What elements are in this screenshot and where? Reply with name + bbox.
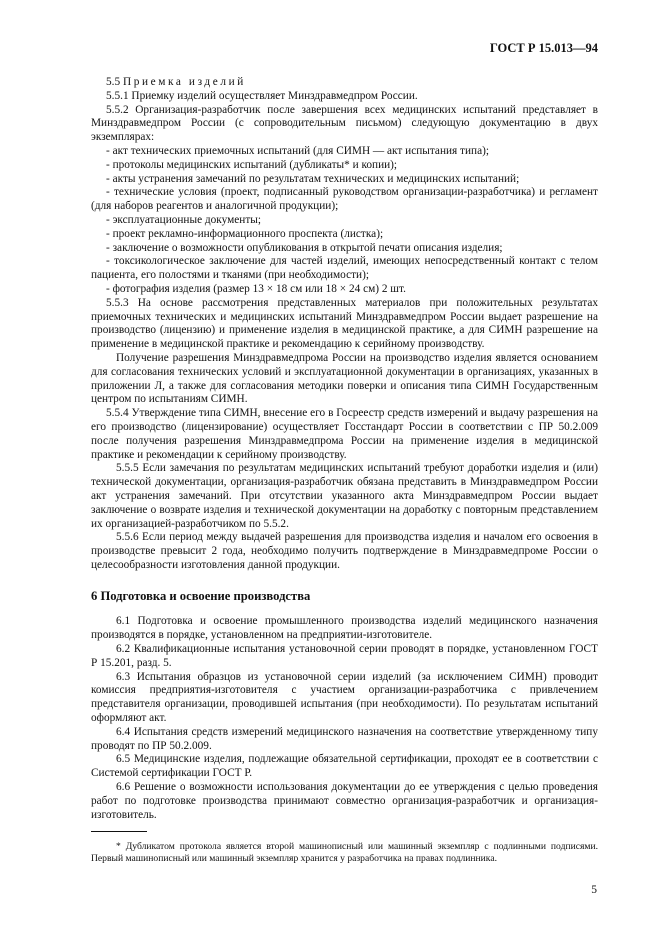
paragraph-6-3: 6.3 Испытания образцов из установочной серии изделий (за исключением СИМН) проводит комиссия предприятия-изготовителя с участием организации-разработчика с привлечением представителя организации, проводившей испытания (при необходимости). По результатам испытаний оформляют акт. xyxy=(91,670,598,725)
subsection-title-text: Приемка изделий xyxy=(122,76,246,88)
paragraph-5-5-4: 5.5.4 Утверждение типа СИМН, внесение его в Госреестр средств измерений и выдачу разрешения на его производство (лицензирование) осуществляет Госстандарт России в соответствии с ПР 50.2.009 после получения разрешения Минздравмедпрома России на применение изделия в медицинской практике и рекомендации к серийному производству. xyxy=(91,407,598,461)
list-item: - фотография изделия (размер 13 × 18 см или 18 × 24 см) 2 шт. xyxy=(106,282,406,295)
list-item: - токсикологическое заключение для частей изделий, имеющих непосредственный контакт с телом пациента, его полостями и тканями (при необходимости); xyxy=(91,255,598,282)
list-item: - акт технических приемочных испытаний (для СИМН — акт испытания типа); xyxy=(106,144,489,157)
paragraph-6-6: 6.6 Решение о возможности использования документации до ее утверждения с целью проведения работ по подготовке производства принимают совместно организация-разработчик и организация-изготовитель. xyxy=(91,781,598,821)
list-item: - заключение о возможности опубликования в открытой печати описания изделия; xyxy=(106,241,503,254)
footnote-divider xyxy=(91,831,147,832)
paragraph-5-5-3: 5.5.3 На основе рассмотрения представленных материалов при положительных результатах приемочных технических и медицинских испытаний Минздравмедпром России выдает разрешение на производство (лицензию) и применение изделия в медицинской практике, а для СИМН разрешение на применение в медицинской практике и рекомендацию к серийному производству. xyxy=(91,296,598,351)
page-content xyxy=(91,76,598,865)
list-item: - технические условия (проект, подписанный руководством организации-разработчика) и регламент (для наборов реагентов и аналогичной продукции); xyxy=(91,186,598,213)
list-item: - протоколы медицинских испытаний (дубликаты* и копии); xyxy=(106,158,398,171)
subsection-number: 5.5 xyxy=(106,76,121,88)
page-number: 5 xyxy=(591,884,597,896)
paragraph-6-1: 6.1 Подготовка и освоение промышленного производства изделий медицинского назначения производятся в порядке, установленном на предприятии-изготовителе. xyxy=(91,615,598,642)
paragraph-5-5-5: 5.5.5 Если замечания по результатам медицинских испытаний требуют доработки изделия и (или) технической документации, организация-разработчик обязана представить в Минздравмедпром России акт устранения замечаний. При отсутствии указанного акта Минздравмедпром России выдает заключение о возврате изделия и технической документации на доработку с повторным представлением их организацией-разработчиком по 5.5.2. xyxy=(91,462,598,530)
paragraph-6-2: 6.2 Квалификационные испытания установочной серии проводят в порядке, установленном ГОСТ Р 15.201, разд. 5. xyxy=(91,643,598,669)
list-item: - проект рекламно-информационного проспекта (листка); xyxy=(106,227,384,240)
paragraph-5-5-2: 5.5.2 Организация-разработчик после завершения всех медицинских испытаний представляет в Минздравмедпром России (с сопроводительным письмом) следующую документацию в двух экземплярах: xyxy=(91,103,598,144)
list-item: - эксплуатационные документы; xyxy=(106,213,262,226)
paragraph-5-5-1: 5.5.1 Приемку изделий осуществляет Минздравмедпром России. xyxy=(106,89,418,102)
list-item: - акты устранения замечаний по результатам технических и медицинских испытаний; xyxy=(106,172,520,185)
section-heading-6: 6 Подготовка и освоение производства xyxy=(91,588,311,603)
footnote: * Дубликатом протокола является второй машинописный или машинный экземпляр с подлинными подписями. Первый машинописный или машинный экземпляр хранится у разработчика на правах подлинника. xyxy=(91,841,598,865)
paragraph-6-4: 6.4 Испытания средств измерений медицинского назначения на соответствие утвержденному типу проводят по ПР 50.2.009. xyxy=(91,725,598,752)
subsection-title-5-5 xyxy=(91,76,598,90)
document-code-header: ГОСТ Р 15.013—94 xyxy=(489,41,598,55)
paragraph-6-5: 6.5 Медицинские изделия, подлежащие обязательной сертификации, проходят ее в соответствии с Системой сертификации ГОСТ Р. xyxy=(91,753,598,780)
paragraph-5-5-3-continued: Получение разрешения Минздравмедпрома России на производство изделия является основанием для согласования технических условий и эксплуатационной документации в организациях, указанных в приложении Л, а также для согласования методики поверки и описания типа СИМН Государственным центром по испытаниям СИМН. xyxy=(91,351,598,406)
paragraph-5-5-6: 5.5.6 Если период между выдачей разрешения для производства изделия и началом его освоения в производстве превысит 2 года, необходимо получить подтверждение в Минздравмедпроме России о целесообразности изготовления данной продукции. xyxy=(91,531,598,571)
